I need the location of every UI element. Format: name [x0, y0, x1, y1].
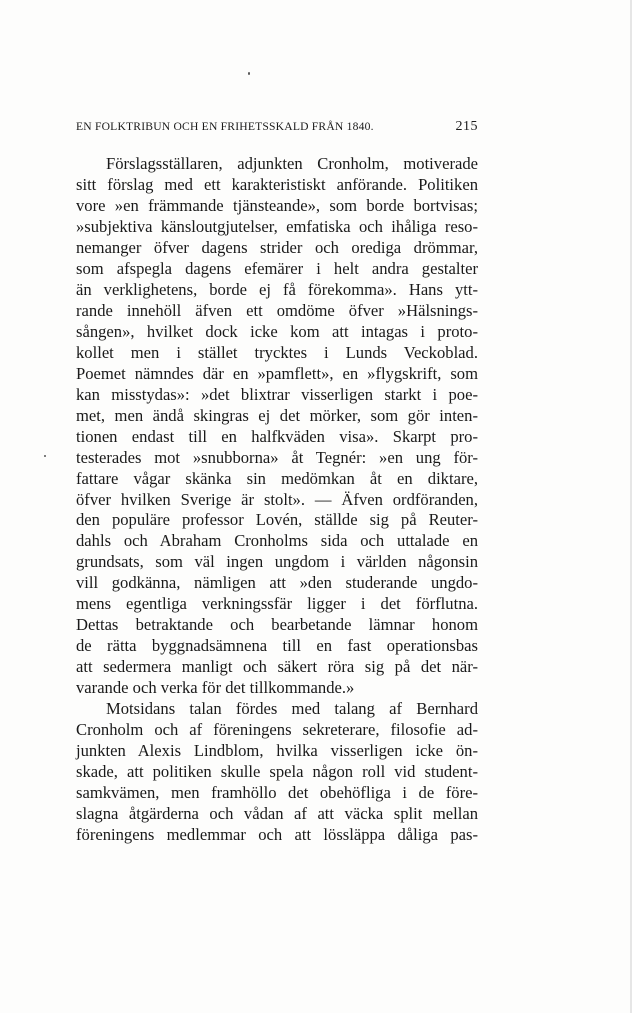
text-line: slagna åtgärderna och vådan af att väcka split mellan [76, 804, 478, 824]
text-line: skade, att politiken skulle spela någon roll vid student- [76, 762, 478, 782]
text-line: sitt förslag med ett karakteristiskt anförande. Politiken [76, 174, 478, 194]
text-line: tionen endast till en halfkväden visa». Skarpt pro- [76, 426, 478, 446]
body-text [76, 154, 478, 846]
text-line: Cronholm och af föreningens sekreterare, filosofie ad- [76, 720, 478, 740]
text-line: nemanger öfver dagens strider och orediga drömmar, [76, 237, 478, 257]
text-line: Motsidans talan fördes med talang af Bernhard [106, 699, 478, 719]
text-line: rande innehöll äfven ett omdöme öfver »Hälsnings- [76, 300, 478, 320]
text-line: vill godkänna, nämligen att »den studerande ungdo- [76, 573, 478, 593]
text-line: Förslagsställaren, adjunkten Cronholm, motiverade [106, 154, 478, 173]
text-line: den populäre professor Lovén, ställde sig på Reuter- [76, 510, 478, 530]
text-line: kan misstydas»: »det blixtrar visserligen starkt i poe- [76, 384, 478, 404]
text-line: vore »en främmande tjänsteande», som borde bortvisas; [76, 195, 478, 215]
text-line: met, men ändå skingras ej det mörker, som gör inten- [76, 405, 478, 425]
text-line: mens egentliga verkningssfär ligger i det förflutna. [76, 594, 478, 614]
running-title: EN FOLKTRIBUN OCH EN FRIHETSSKALD FRÅN 1840. [76, 120, 374, 133]
text-line: junkten Alexis Lindblom, hvilka visserligen icke ön- [76, 741, 478, 761]
text-line: öfver hvilken Sverige är stolt». — Äfven ordföranden, [76, 489, 478, 509]
scan-speck [44, 455, 46, 457]
text-line: grundsats, som väl ingen ungdom i världen någonsin [76, 552, 478, 572]
text-line: som afspegla dagens efemärer i helt andra gestalter [76, 258, 478, 278]
paragraph [76, 699, 478, 846]
text-line: »subjektiva känsloutgjutelser, emfatiska och ihåliga reso- [76, 216, 478, 236]
paragraph [76, 154, 478, 699]
page-number: 215 [455, 119, 478, 134]
scan-speck [248, 72, 250, 75]
text-line: de rätta byggnadsämnena till en fast operationsbas [76, 636, 478, 656]
text-line: samkvämen, men framhöllo det obehöfliga i de före- [76, 783, 478, 803]
text-line: sången», hvilket dock icke kom att intagas i proto- [76, 321, 478, 341]
text-line: kollet men i stället trycktes i Lunds Veckoblad. [76, 342, 478, 362]
text-line: att sedermera manligt och säkert röra sig på det när- [76, 657, 478, 677]
text-line: Poemet nämndes där en »pamflett», en »flygskrift, som [76, 363, 478, 383]
text-line: fattare vågar skänka sin medömkan åt en diktare, [76, 468, 478, 488]
text-line: dahls och Abraham Cronholms sida och uttalade en [76, 531, 478, 551]
text-line: Dettas betraktande och bearbetande lämnar honom [76, 615, 478, 635]
text-line: föreningens medlemmar och att lössläppa dåliga pas- [76, 825, 478, 844]
text-line: varande och verka för det tillkommande.» [76, 678, 355, 698]
text-line: testerades mot »snubborna» åt Tegnér: »en ung för- [76, 447, 478, 467]
running-header [76, 119, 478, 135]
text-line: än verklighetens, borde ej få förekomma». Hans ytt- [76, 279, 478, 299]
